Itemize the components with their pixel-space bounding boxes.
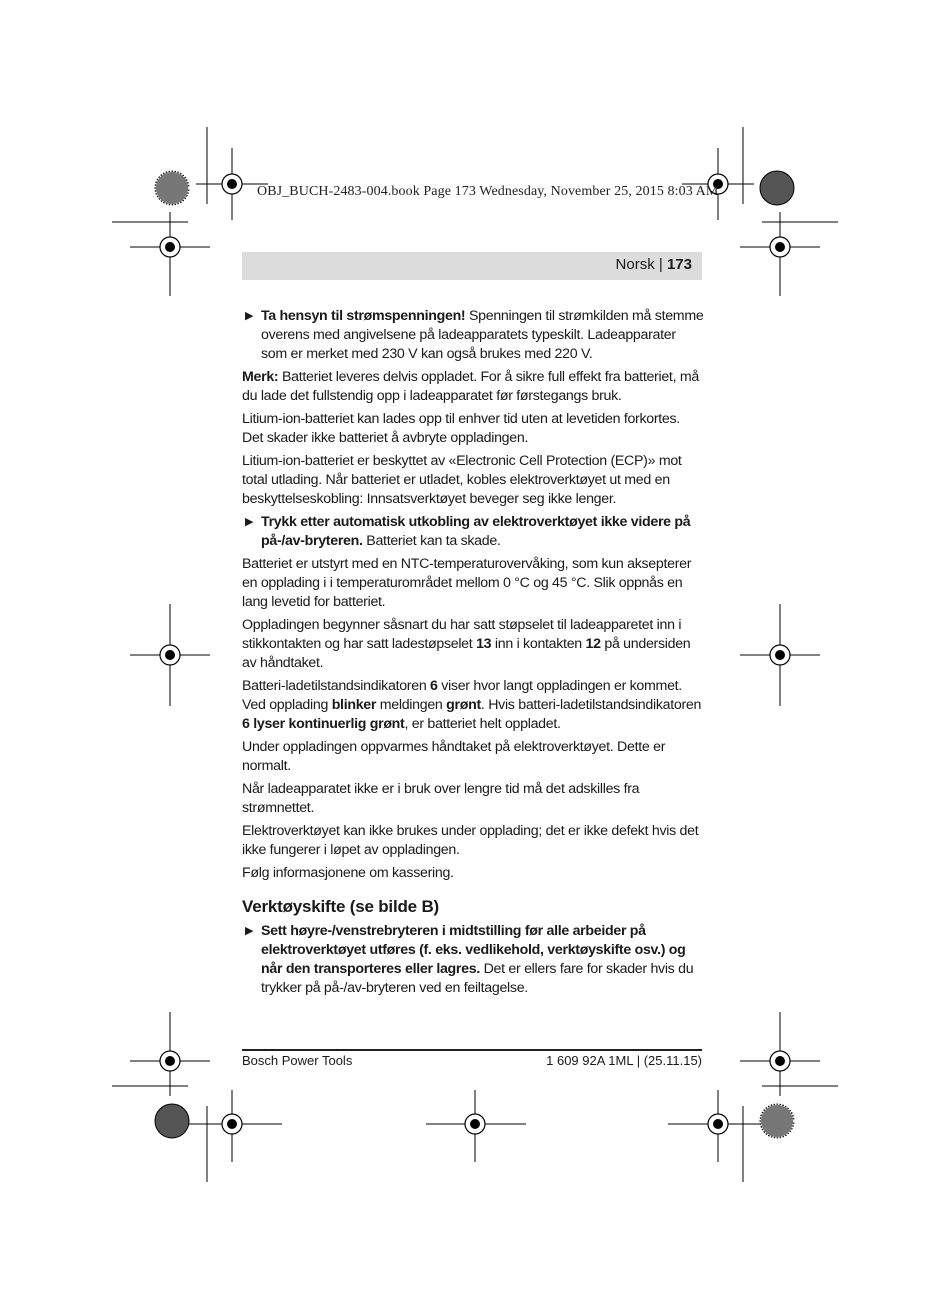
text-run: meldingen xyxy=(376,697,447,713)
warning-tool-change-bold: Sett høyre-/venstrebryteren i midtstilling før alle arbeider på elektroverktøyet utføres (f. eks. vedlikehold, verktøyskifte osv.) og når den transporteres eller lagres. xyxy=(261,923,686,977)
section-heading: Verktøyskifte (se bilde B) xyxy=(242,897,439,916)
text-run: 12 xyxy=(585,636,601,652)
bullet-triangle-icon: ▶ xyxy=(245,516,254,528)
page-header xyxy=(242,252,702,280)
text-run: 6 lyser kontinuerlig grønt xyxy=(242,716,405,732)
text-run: blinker xyxy=(331,697,377,713)
paragraph: Når ladeapparatet ikke er i bruk over lengre tid må det adskilles fra strømnettet. xyxy=(242,781,640,816)
warning-auto-shutoff xyxy=(242,513,704,551)
warning-auto-shutoff-text: Batteriet kan ta skade. xyxy=(362,533,501,549)
warning-voltage xyxy=(242,307,704,364)
text-run: inn i kontakten xyxy=(491,636,586,652)
page-number: 173 xyxy=(666,256,692,273)
paragraph: Batteriet er utstyrt med en NTC-temperaturovervåking, som kun aksepterer en opplading i i temperaturområdet mellom 0 °C og 45 °C. Slik oppnås en lang levetid for batteriet. xyxy=(242,556,692,610)
header-language: Norsk xyxy=(615,256,655,273)
paragraph: Følg informasjonene om kassering. xyxy=(242,865,454,881)
warning-voltage-bold: Ta hensyn til strømspenningen! xyxy=(261,308,466,324)
text-run: . Hvis batteri-ladetilstandsindikatoren xyxy=(480,697,702,713)
page-body xyxy=(242,307,704,1002)
text-run: , er batteriet helt oppladet. xyxy=(404,716,561,732)
footer-doc-code: 1 609 92A 1ML | (25.11.15) xyxy=(546,1053,702,1068)
warning-tool-change xyxy=(242,922,704,998)
text-run: Batteri-ladetilstandsindikatoren xyxy=(242,678,431,694)
note-label: Merk: xyxy=(242,369,279,385)
print-slug: OBJ_BUCH-2483-004.book Page 173 Wednesday, November 25, 2015 8:03 AM xyxy=(257,184,719,199)
header-text xyxy=(616,256,692,273)
paragraph: Litium-ion-batteriet kan lades opp til enhver tid uten at levetiden forkortes. Det skader ikke batteriet å avbryte oppladingen. xyxy=(242,411,680,446)
note-paragraph xyxy=(242,368,704,406)
text-run: 6 xyxy=(430,678,438,694)
text-run: grønt xyxy=(446,697,481,713)
warning-tool-change-text: Det er ellers fare for skader hvis du trykker på på-/av-bryteren ved en feiltagelse. xyxy=(261,961,694,996)
footer-brand: Bosch Power Tools xyxy=(242,1053,353,1068)
text-run: Oppladingen begynner såsnart du har satt støpselet til ladeapparetet inn i stikkontakten og har satt ladestøpselet xyxy=(242,617,682,652)
text-run: viser hvor langt oppladingen er kommet. Ved opplading xyxy=(242,678,682,713)
paragraph: Elektroverktøyet kan ikke brukes under opplading; det er ikke defekt hvis det ikke fungerer i løpet av oppladingen. xyxy=(242,823,699,858)
text-run: på undersiden av håndtaket. xyxy=(242,636,691,671)
paragraph xyxy=(242,616,704,673)
warning-voltage-text: Spenningen til strømkilden må stemme overens med angivelsene på ladeapparatets typeskilt. Ladeapparater som er merket med 230 V kan også brukes med 220 V. xyxy=(261,308,704,362)
text-run: 13 xyxy=(476,636,492,652)
paragraph xyxy=(242,677,704,734)
bullet-triangle-icon: ▶ xyxy=(245,925,254,937)
bullet-triangle-icon: ▶ xyxy=(245,310,254,322)
paragraph: Litium-ion-batteriet er beskyttet av «Electronic Cell Protection (ECP)» mot total utlading. Når batteriet er utladet, kobles elektroverktøyet ut med en beskyttelseskobling: Innsatsverktøyet beveger seg ikke lenger. xyxy=(242,453,682,507)
warning-auto-shutoff-bold: Trykk etter automatisk utkobling av elektroverktøyet ikke videre på på-/av-bryteren. xyxy=(261,514,691,549)
note-text: Batteriet leveres delvis oppladet. For å sikre full effekt fra batteriet, må du lade det fullstendig opp i ladeapparatet før førstegangs bruk. xyxy=(242,369,699,404)
paragraph: Under oppladingen oppvarmes håndtaket på elektroverktøyet. Dette er normalt. xyxy=(242,739,666,774)
header-separator: | xyxy=(658,256,663,273)
footer-rule xyxy=(242,1049,702,1051)
